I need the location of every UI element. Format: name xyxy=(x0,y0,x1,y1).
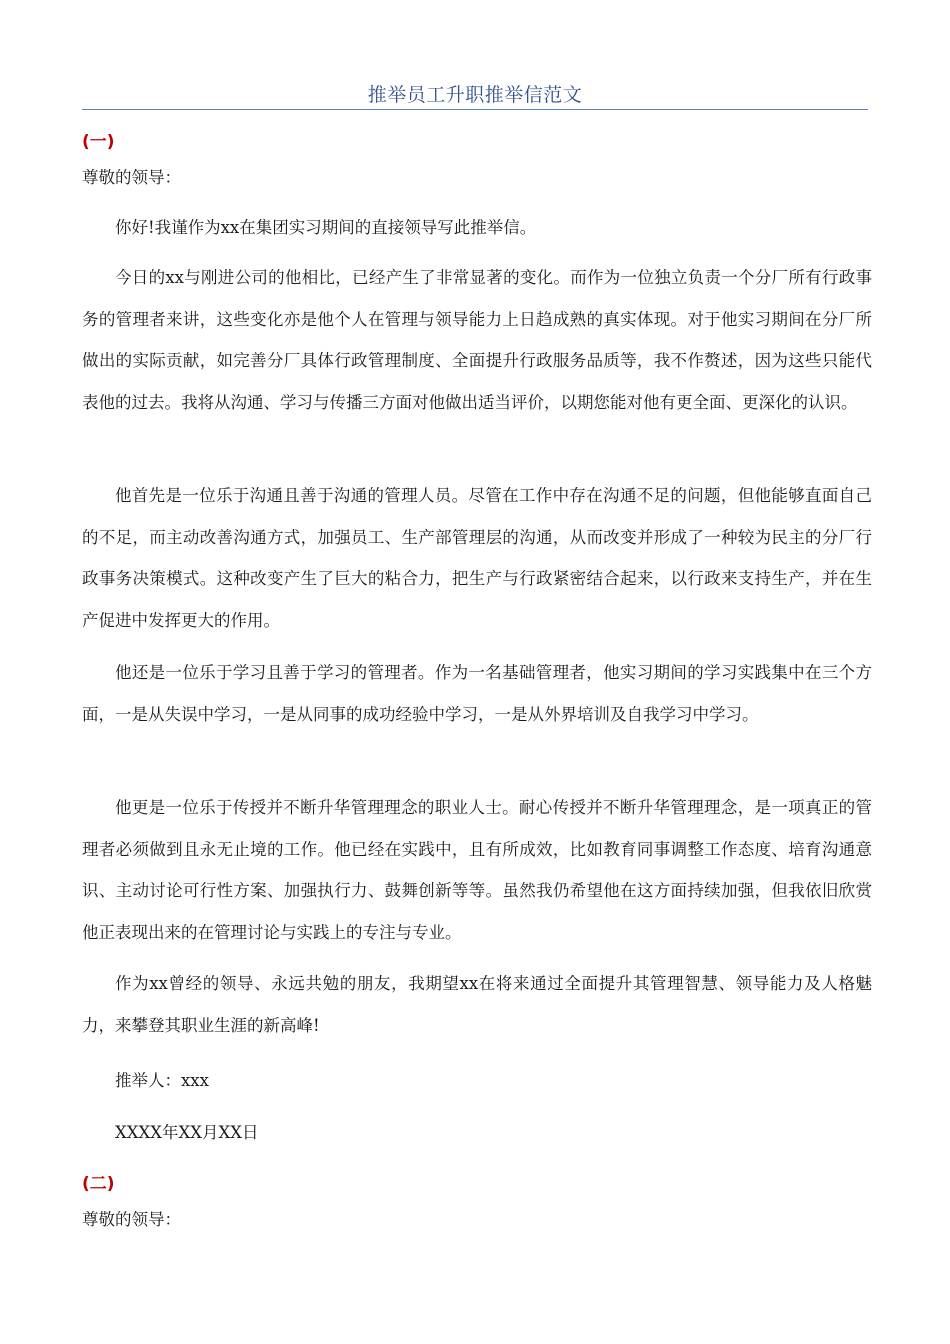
paragraph-6: 作为xx曾经的领导、永远共勉的朋友，我期望xx在将来通过全面提升其管理智慧、领导能力及人格魅力，来攀登其职业生涯的新高峰! xyxy=(82,974,872,1035)
section-heading-2: (二) xyxy=(82,1174,115,1194)
paragraph-1: 你好!我谨作为xx在集团实习期间的直接领导写此推举信。 xyxy=(115,218,537,237)
title-underline xyxy=(82,109,868,110)
paragraph-3: 他首先是一位乐于沟通且善于沟通的管理人员。尽管在工作中存在沟通不足的问题，但他能够直面自己的不足，而主动改善沟通方式，加强员工、生产部管理层的沟通，从而改变并形成了一种较为民主的分厂行政事务决策模式。这种改变产生了巨大的粘合力，把生产与行政紧密结合起来，以行政来支持生产，并在生产促进中发挥更大的作用。 xyxy=(82,486,872,630)
paragraph-2: 今日的xx与刚进公司的他相比，已经产生了非常显著的变化。而作为一位独立负责一个分厂所有行政事务的管理者来讲，这些变化亦是他个人在管理与领导能力上日趋成熟的真实体现。对于他实习期间在分厂所做出的实际贡献，如完善分厂具体行政管理制度、全面提升行政服务品质等，我不作赘述，因为这些只能代表他的过去。我将从沟通、学习与传播三方面对他做出适当评价，以期您能对他有更全面、更深化的认识。 xyxy=(82,268,872,412)
document-title: 推举员工升职推举信范文 xyxy=(367,84,583,106)
recommender-line: 推举人：xxx xyxy=(115,1071,209,1090)
date-line: XXXX年XX月XX日 xyxy=(115,1123,259,1142)
section-heading-1: (一) xyxy=(82,132,115,152)
salutation-2: 尊敬的领导： xyxy=(82,1210,181,1229)
paragraph-4: 他还是一位乐于学习且善于学习的管理者。作为一名基础管理者，他实习期间的学习实践集中在三个方面，一是从失误中学习，一是从同事的成功经验中学习，一是从外界培训及自我学习中学习。 xyxy=(82,663,872,724)
paragraph-5: 他更是一位乐于传授并不断升华管理理念的职业人士。耐心传授并不断升华管理理念，是一项真正的管理者必须做到且永无止境的工作。他已经在实践中，且有所成效，比如教育同事调整工作态度、培育沟通意识、主动讨论可行性方案、加强执行力、鼓舞创新等等。虽然我仍希望他在这方面持续加强，但我依旧欣赏他正表现出来的在管理讨论与实践上的专注与专业。 xyxy=(82,798,872,942)
salutation-1: 尊敬的领导： xyxy=(82,168,181,187)
